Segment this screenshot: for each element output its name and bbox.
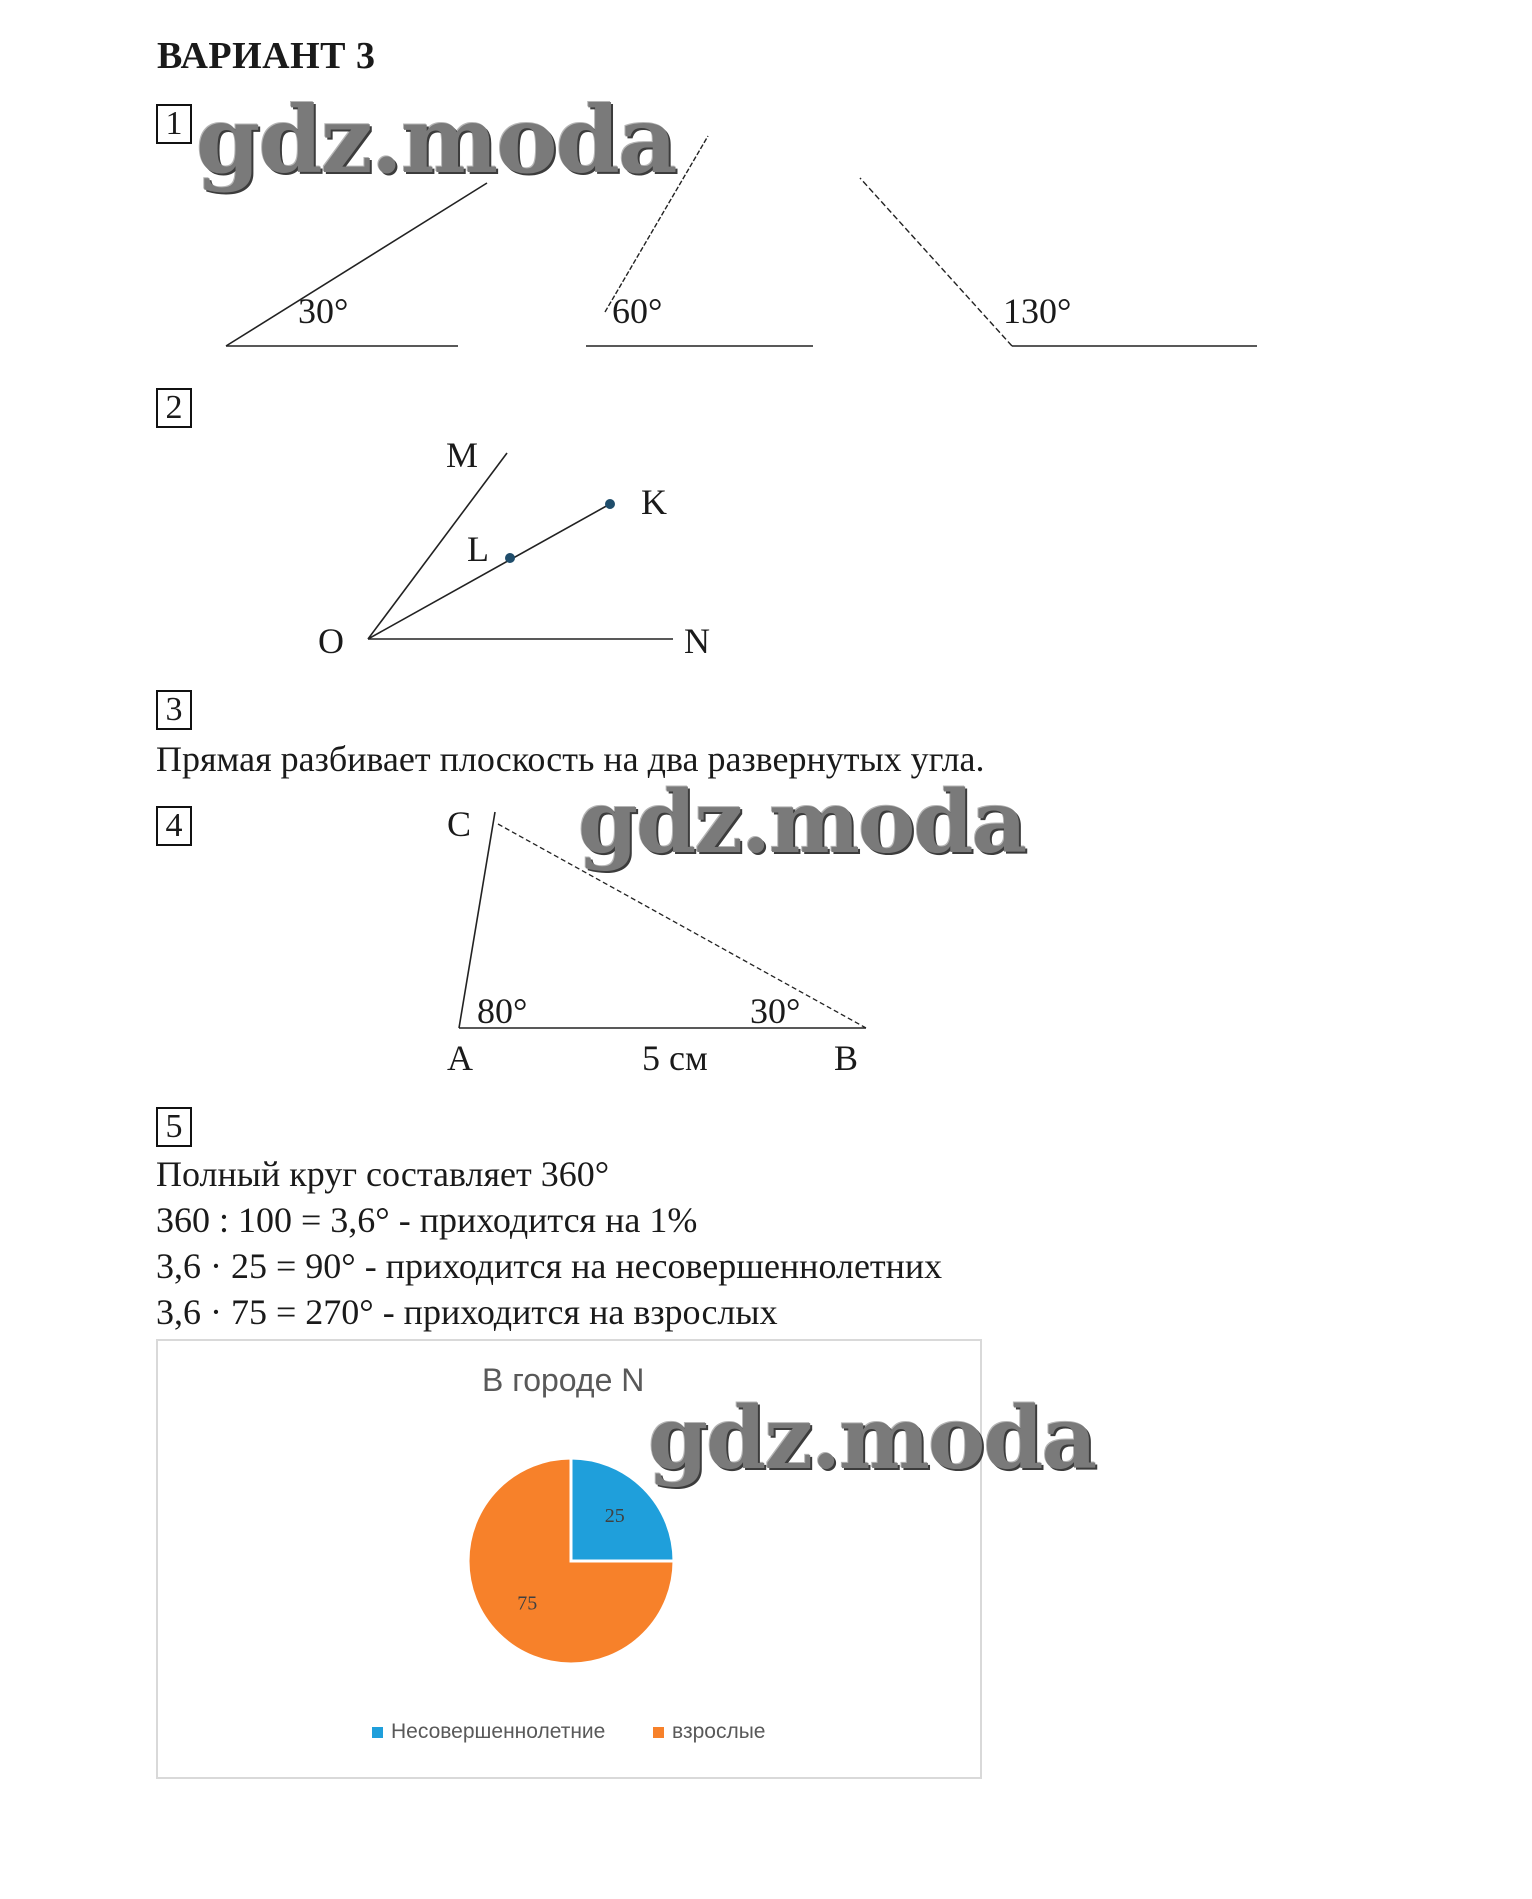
ray-ok xyxy=(368,504,610,639)
label-l: L xyxy=(467,529,489,569)
task-2-figure xyxy=(0,380,1532,680)
task-5-number: 5 xyxy=(156,1107,192,1147)
label-m: M xyxy=(446,435,479,475)
task-4-number: 4 xyxy=(156,806,192,846)
task-1-number: 1 xyxy=(156,104,192,144)
angle-a-label: 80° xyxy=(477,991,528,1031)
vertex-a: A xyxy=(447,1038,473,1078)
legend-label-adults: взрослые xyxy=(672,1720,766,1743)
angle-b-label: 30° xyxy=(750,991,801,1031)
side-ab-length: 5 см xyxy=(642,1038,708,1078)
watermark-2: gdz.moda xyxy=(578,772,1026,873)
task-2-number: 2 xyxy=(156,388,192,428)
vertex-b: B xyxy=(834,1038,859,1078)
task-3-number: 3 xyxy=(156,690,192,730)
angle-30 xyxy=(226,183,487,346)
label-k: K xyxy=(641,482,667,522)
chart-title: В городе N xyxy=(482,1362,645,1398)
point-l xyxy=(505,553,515,563)
task-3-text: Прямая разбивает плоскость на два развернутых угла. xyxy=(156,739,985,779)
point-k xyxy=(605,499,615,509)
task-1-angles-figure xyxy=(0,0,1532,380)
pie-data-label-1: 75 xyxy=(517,1592,538,1615)
legend-item-minors xyxy=(372,1720,611,1743)
legend-swatch-minors xyxy=(372,1727,383,1738)
pie-data-label-0: 25 xyxy=(604,1504,625,1527)
angle-30-label: 30° xyxy=(298,291,349,331)
task-5-line-3: 3,6 · 25 = 90° - приходится на несовершеннолетних xyxy=(156,1246,943,1286)
task-5-line-1: Полный круг составляет 360° xyxy=(156,1154,610,1194)
angle-130-label: 130° xyxy=(1003,291,1072,331)
watermark-3: gdz.moda xyxy=(648,1388,1096,1489)
angle-60-label: 60° xyxy=(612,291,663,331)
side-cb xyxy=(498,824,866,1028)
legend-label-minors: Несовершеннолетние xyxy=(391,1720,606,1743)
legend-item-adults xyxy=(653,1720,765,1743)
legend-swatch-adults xyxy=(653,1727,664,1738)
label-n: N xyxy=(684,621,710,661)
watermark-1: gdz.moda xyxy=(196,86,676,194)
vertex-c: C xyxy=(447,804,472,844)
label-o: O xyxy=(318,621,344,661)
page-title: ВАРИАНТ 3 xyxy=(157,35,376,77)
task-4-triangle-figure xyxy=(0,790,1532,1090)
task-5-line-4: 3,6 · 75 = 270° - приходится на взрослых xyxy=(156,1292,778,1332)
chart-legend xyxy=(372,1720,765,1744)
task-5-line-2: 360 : 100 = 3,6° - приходится на 1% xyxy=(156,1200,698,1240)
